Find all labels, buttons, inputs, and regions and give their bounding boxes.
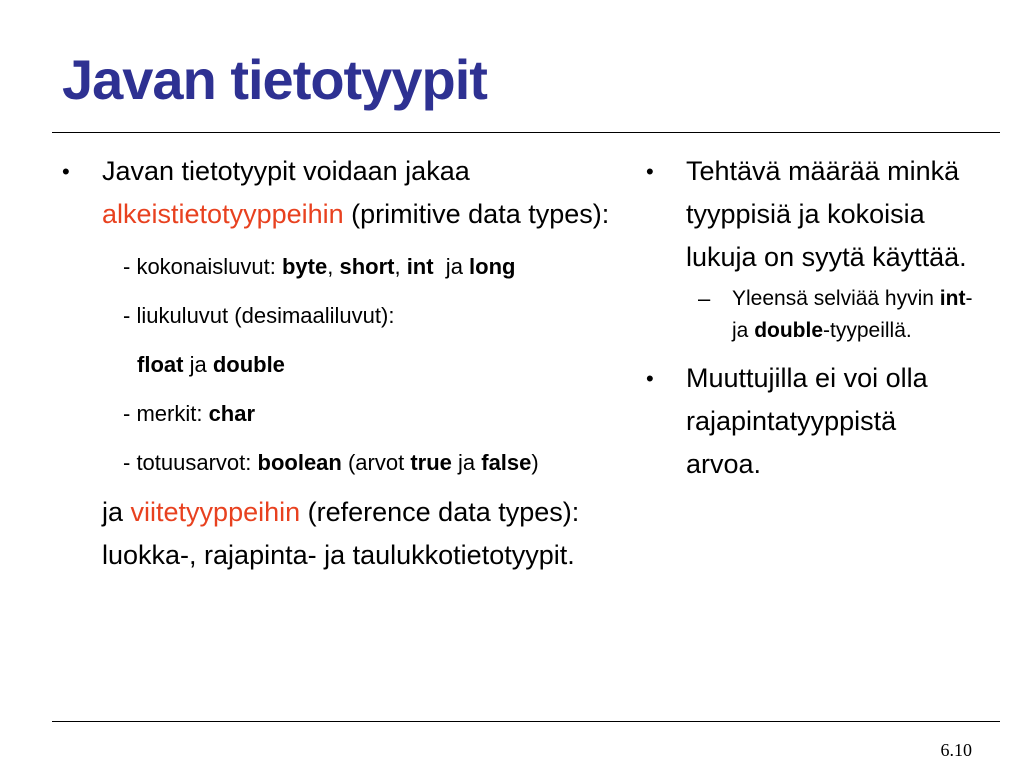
- left-column: [62, 150, 622, 577]
- type-boolean: boolean: [257, 450, 342, 475]
- right-column: [646, 150, 976, 486]
- reference-types-highlight: viitetyyppeihin: [130, 497, 301, 527]
- char-types-line: - merkit: char: [123, 401, 256, 426]
- bullet-icon: •: [646, 159, 654, 184]
- type-long: long: [469, 254, 516, 279]
- top-divider: [52, 132, 1000, 133]
- bullet-task-determines: • Tehtävä määrää minkä tyyppisiä ja kokoisia lukuja on syytä käyttää.: [646, 150, 976, 279]
- page-number: 6.10: [940, 740, 972, 760]
- integer-types-line: - kokonaisluvut: byte, short, int ja long: [123, 254, 516, 279]
- value-true: true: [410, 450, 452, 475]
- float-types-line: float ja double: [137, 352, 285, 377]
- bullet-primitive-types: [62, 150, 622, 236]
- bullet-icon: •: [62, 159, 70, 184]
- type-int: int: [406, 254, 434, 279]
- type-char: char: [208, 401, 256, 426]
- reference-types-text: ja viitetyyppeihin (reference data types): luokka-, rajapinta- ja taulukkotietotyypit.: [102, 497, 580, 570]
- type-short: short: [339, 254, 395, 279]
- sub-bullet-int-double: – Yleensä selviää hyvin int- ja double-tyypeillä.: [646, 283, 976, 347]
- intro-text: Javan tietotyypit voidaan jakaa: [102, 156, 470, 186]
- bullet-no-interface-values: • Muuttujilla ei voi olla rajapintatyyppistä arvoa.: [646, 357, 976, 486]
- dash-icon: –: [698, 286, 711, 311]
- type-float: float: [137, 352, 184, 377]
- bottom-divider: [52, 721, 1000, 722]
- primitive-types-highlight: alkeistietotyyppeihin: [102, 199, 344, 229]
- type-byte: byte: [281, 254, 328, 279]
- value-false: false: [481, 450, 532, 475]
- slide-title: Javan tietotyypit: [62, 48, 487, 111]
- float-label-line: - liukuluvut (desimaaliluvut):: [123, 303, 395, 328]
- bullet-icon: •: [646, 366, 654, 391]
- boolean-types-line: - totuusarvot: boolean (arvot true ja false): [123, 450, 539, 475]
- intro-text-end: (primitive data types):: [343, 199, 610, 229]
- type-double: double: [212, 352, 285, 377]
